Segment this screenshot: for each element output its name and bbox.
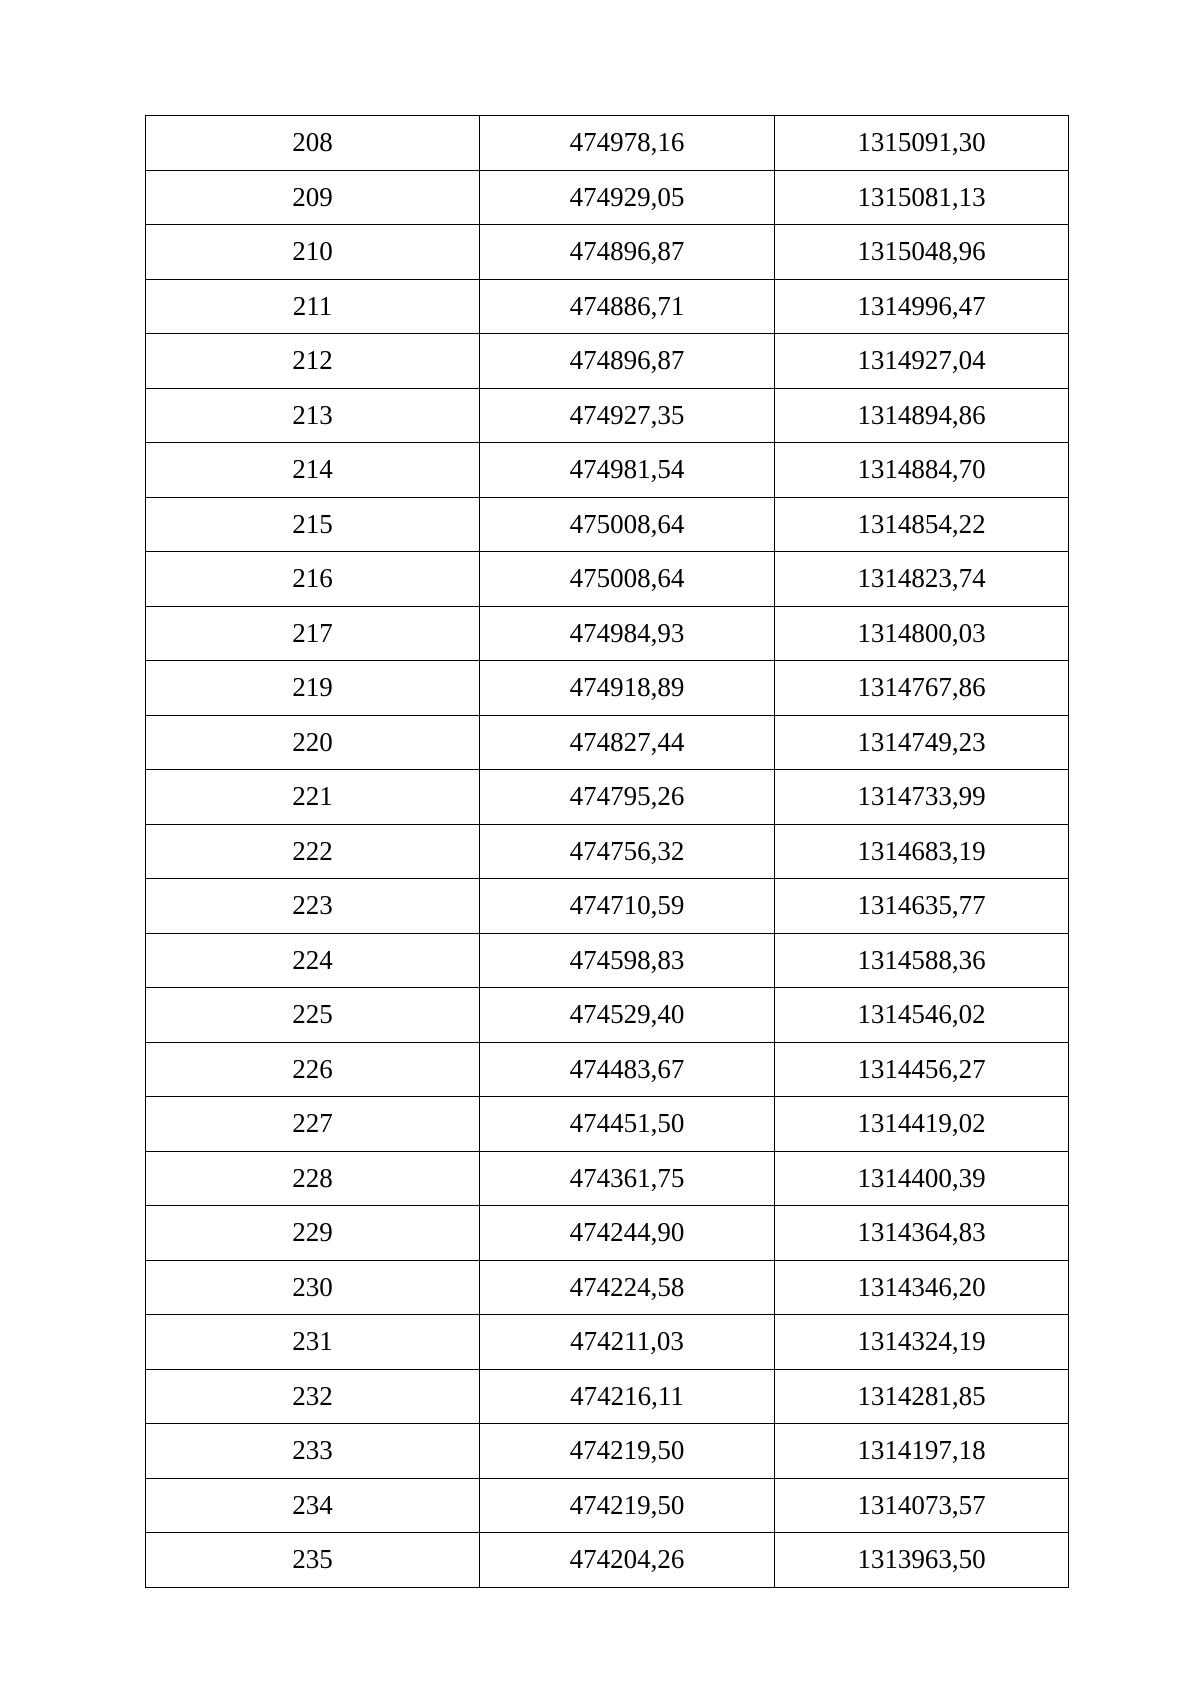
y-coordinate-cell: 1315081,13 [775,170,1069,225]
y-coordinate-cell: 1314197,18 [775,1424,1069,1479]
x-coordinate-cell: 474896,87 [480,334,775,389]
y-coordinate-cell: 1314635,77 [775,879,1069,934]
x-coordinate-cell: 474598,83 [480,933,775,988]
y-coordinate-cell: 1314800,03 [775,606,1069,661]
y-coordinate-cell: 1314546,02 [775,988,1069,1043]
table-row [146,334,1069,389]
point-number-cell: 228 [146,1151,480,1206]
y-coordinate-cell: 1314324,19 [775,1315,1069,1370]
x-coordinate-cell: 474978,16 [480,116,775,171]
y-coordinate-cell: 1314823,74 [775,552,1069,607]
table-row [146,1206,1069,1261]
x-coordinate-cell: 474756,32 [480,824,775,879]
table-row [146,116,1069,171]
x-coordinate-cell: 474211,03 [480,1315,775,1370]
x-coordinate-cell: 474219,50 [480,1424,775,1479]
y-coordinate-cell: 1315091,30 [775,116,1069,171]
y-coordinate-cell: 1314588,36 [775,933,1069,988]
x-coordinate-cell: 474216,11 [480,1369,775,1424]
x-coordinate-cell: 474204,26 [480,1533,775,1588]
x-coordinate-cell: 474981,54 [480,443,775,498]
coordinates-table-body [146,116,1069,1588]
x-coordinate-cell: 474896,87 [480,225,775,280]
x-coordinate-cell: 474886,71 [480,279,775,334]
y-coordinate-cell: 1313963,50 [775,1533,1069,1588]
table-row [146,1260,1069,1315]
table-row [146,1424,1069,1479]
table-row [146,1151,1069,1206]
point-number-cell: 215 [146,497,480,552]
point-number-cell: 225 [146,988,480,1043]
y-coordinate-cell: 1314767,86 [775,661,1069,716]
x-coordinate-cell: 475008,64 [480,497,775,552]
table-row [146,1478,1069,1533]
table-row [146,988,1069,1043]
point-number-cell: 227 [146,1097,480,1152]
point-number-cell: 235 [146,1533,480,1588]
x-coordinate-cell: 474918,89 [480,661,775,716]
point-number-cell: 232 [146,1369,480,1424]
y-coordinate-cell: 1314854,22 [775,497,1069,552]
table-row [146,1533,1069,1588]
point-number-cell: 226 [146,1042,480,1097]
table-row [146,606,1069,661]
x-coordinate-cell: 474529,40 [480,988,775,1043]
point-number-cell: 208 [146,116,480,171]
point-number-cell: 209 [146,170,480,225]
y-coordinate-cell: 1314927,04 [775,334,1069,389]
y-coordinate-cell: 1314364,83 [775,1206,1069,1261]
x-coordinate-cell: 474483,67 [480,1042,775,1097]
y-coordinate-cell: 1314419,02 [775,1097,1069,1152]
point-number-cell: 212 [146,334,480,389]
y-coordinate-cell: 1314683,19 [775,824,1069,879]
point-number-cell: 223 [146,879,480,934]
point-number-cell: 224 [146,933,480,988]
point-number-cell: 213 [146,388,480,443]
point-number-cell: 221 [146,770,480,825]
table-row [146,388,1069,443]
y-coordinate-cell: 1314894,86 [775,388,1069,443]
x-coordinate-cell: 474927,35 [480,388,775,443]
x-coordinate-cell: 474219,50 [480,1478,775,1533]
point-number-cell: 220 [146,715,480,770]
point-number-cell: 211 [146,279,480,334]
point-number-cell: 214 [146,443,480,498]
point-number-cell: 230 [146,1260,480,1315]
table-row [146,443,1069,498]
y-coordinate-cell: 1314733,99 [775,770,1069,825]
x-coordinate-cell: 474984,93 [480,606,775,661]
x-coordinate-cell: 474224,58 [480,1260,775,1315]
y-coordinate-cell: 1314749,23 [775,715,1069,770]
x-coordinate-cell: 474710,59 [480,879,775,934]
table-row [146,225,1069,280]
point-number-cell: 216 [146,552,480,607]
table-row [146,933,1069,988]
table-row [146,715,1069,770]
table-row [146,552,1069,607]
x-coordinate-cell: 474451,50 [480,1097,775,1152]
point-number-cell: 233 [146,1424,480,1479]
table-row [146,824,1069,879]
table-row [146,497,1069,552]
table-row [146,170,1069,225]
point-number-cell: 234 [146,1478,480,1533]
table-row [146,1369,1069,1424]
y-coordinate-cell: 1314400,39 [775,1151,1069,1206]
y-coordinate-cell: 1314073,57 [775,1478,1069,1533]
table-row [146,879,1069,934]
point-number-cell: 231 [146,1315,480,1370]
point-number-cell: 222 [146,824,480,879]
x-coordinate-cell: 474795,26 [480,770,775,825]
x-coordinate-cell: 474929,05 [480,170,775,225]
table-row [146,1315,1069,1370]
x-coordinate-cell: 474827,44 [480,715,775,770]
y-coordinate-cell: 1314346,20 [775,1260,1069,1315]
point-number-cell: 219 [146,661,480,716]
table-row [146,770,1069,825]
y-coordinate-cell: 1314456,27 [775,1042,1069,1097]
table-row [146,1097,1069,1152]
y-coordinate-cell: 1315048,96 [775,225,1069,280]
x-coordinate-cell: 474361,75 [480,1151,775,1206]
x-coordinate-cell: 474244,90 [480,1206,775,1261]
coordinates-table [145,115,1069,1588]
table-row [146,661,1069,716]
table-row [146,1042,1069,1097]
x-coordinate-cell: 475008,64 [480,552,775,607]
y-coordinate-cell: 1314884,70 [775,443,1069,498]
point-number-cell: 217 [146,606,480,661]
point-number-cell: 229 [146,1206,480,1261]
y-coordinate-cell: 1314281,85 [775,1369,1069,1424]
y-coordinate-cell: 1314996,47 [775,279,1069,334]
point-number-cell: 210 [146,225,480,280]
table-row [146,279,1069,334]
